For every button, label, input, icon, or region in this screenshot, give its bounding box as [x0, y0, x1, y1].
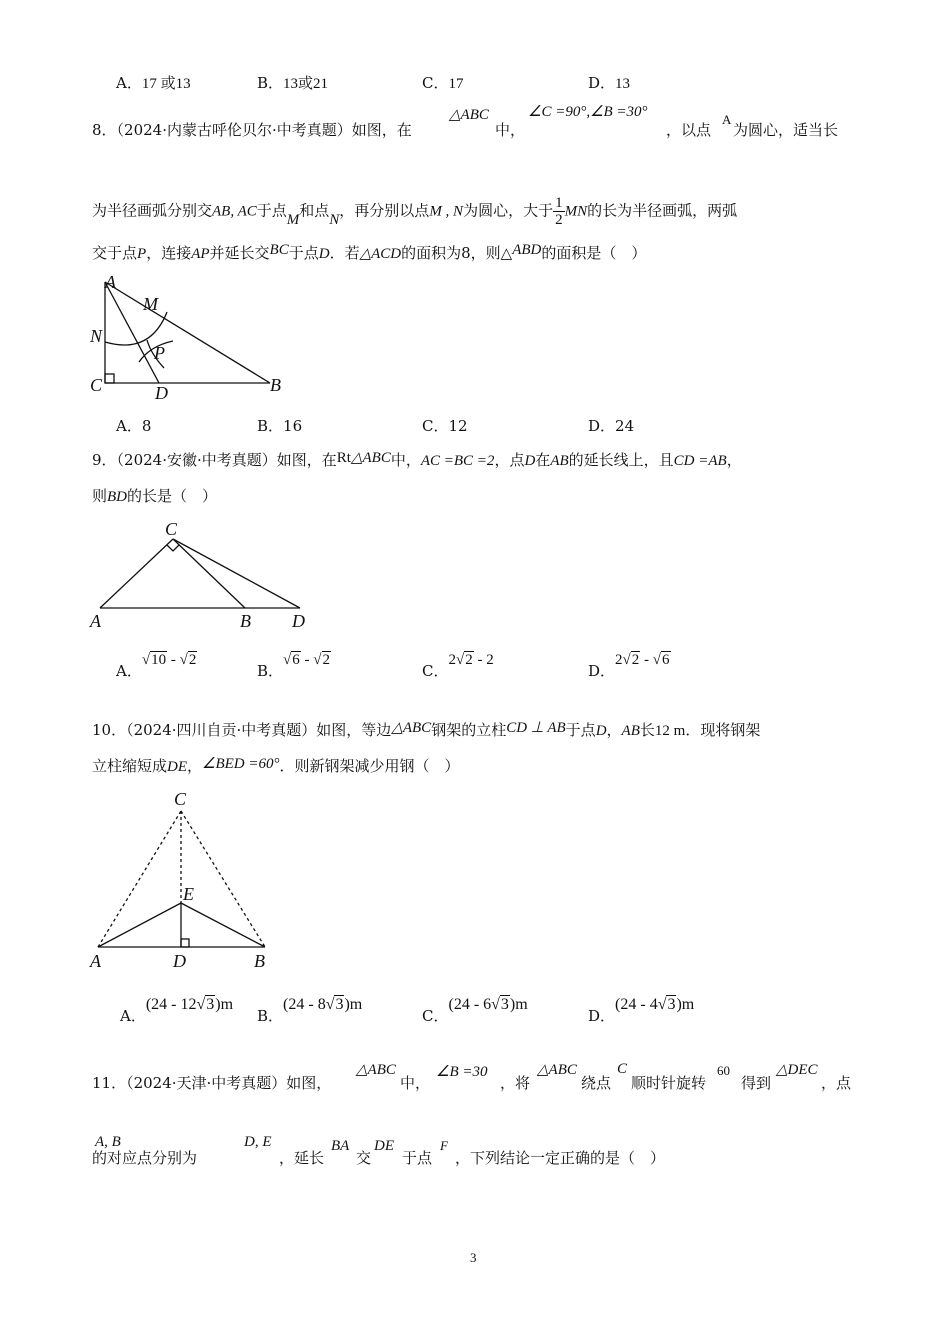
q8-figure [85, 270, 295, 405]
q9-label-b: B [240, 611, 251, 631]
q8-tri: △ABC [449, 107, 489, 123]
q11-t4: 顺时针旋转 [631, 1074, 707, 1092]
q11-line-1a: 11．（2024·天津·中考真题）如图， [92, 1074, 332, 1092]
q10-figure [85, 785, 285, 975]
q11-deg: 60 [717, 1063, 730, 1078]
q9-figure [85, 515, 325, 635]
q10-option-b: B．(24 - 8√3)m [257, 996, 363, 1025]
q11-l2d: 于点 [402, 1149, 433, 1167]
q8-label-c: C [90, 375, 103, 395]
q11-l2e: ，下列结论一定正确的是（ ） [455, 1149, 666, 1167]
q9-right-angle [167, 545, 179, 551]
q11-t1: 中， [400, 1074, 431, 1092]
q10-option-a: A．(24 - 12√3)m [120, 996, 234, 1025]
q10-label-e: E [183, 884, 194, 904]
q8-line-1: 8．（2024·内蒙古呼伦贝尔·中考真题）如图，在 [92, 121, 412, 139]
q8-option-d: D．24 [588, 417, 635, 435]
q9-seg-cb [173, 539, 245, 608]
q9-label-c: C [165, 519, 178, 539]
q7-option-a: A．17 或13 [116, 74, 191, 92]
q11-l2a: 的对应点分别为 [92, 1149, 198, 1167]
q8-label-b: B [270, 375, 281, 395]
q10-seg-eb [181, 903, 265, 947]
q9-option-d: D．2√2 - √6 [588, 652, 670, 680]
q11-tri: △ABC [356, 1062, 396, 1078]
q8-point-a: A [722, 112, 732, 127]
q11-t3: 绕点 [581, 1074, 612, 1092]
q11-c: C [617, 1061, 628, 1077]
q8-line-3: 交于点P，连接AP并延长交BC于点D．若△ACD的面积为8，则△ABD的面积是（ ） [92, 242, 647, 262]
q10-seg-ac [98, 811, 181, 947]
q10-option-d: D．(24 - 4√3)m [588, 996, 695, 1025]
q8-label-n: N [90, 326, 103, 346]
q11-t6: ，点 [821, 1074, 852, 1092]
q8-line-2: 为半径画弧分别交AB, AC于点M和点N，再分别以点M , N为圆心，大于 $\frac{1}{2}$ MN的长为半径画弧，两弧 [92, 195, 738, 228]
q8-t3: 为圆心，适当长 [733, 121, 839, 139]
q10-label-b: B [254, 951, 265, 971]
q8-label-a: A [105, 272, 116, 292]
q10-seg-ae [98, 903, 181, 947]
q8-fraction: $\frac{1}{2}$ [555, 195, 563, 228]
q8-option-c: C．12 [422, 417, 468, 435]
q8-t2: ，以点 [666, 121, 712, 139]
page-number: 3 [470, 1250, 477, 1265]
q8-option-b: B．16 [257, 417, 303, 435]
q11-tri2: △ABC [537, 1062, 577, 1078]
q9-line-2: 则BD的长是（ ） [92, 487, 218, 505]
q11-l2c: 交 [356, 1149, 372, 1167]
q8-option-a: A．8 [116, 417, 152, 435]
q11-angb: ∠B =30 [436, 1064, 488, 1080]
q10-label-d: D [173, 951, 186, 971]
q9-label-d: D [292, 611, 305, 631]
q7-option-b: B．13或21 [257, 74, 329, 92]
q9-option-a: A．√10 - √2 [116, 652, 197, 680]
q8-right-angle [105, 374, 114, 383]
q11-dec: △DEC [776, 1062, 818, 1078]
q11-de2: DE [374, 1138, 394, 1154]
q10-seg-cb [181, 811, 265, 947]
q7-option-c: C．17 [422, 74, 464, 92]
q11-ba: BA [331, 1138, 350, 1154]
q11-l2b: ，延长 [279, 1149, 325, 1167]
q11-de: D, E [244, 1134, 272, 1150]
q9-option-c: C．2√2 - 2 [422, 652, 494, 680]
q8-label-m: M [143, 294, 158, 314]
q10-label-c: C [174, 789, 187, 809]
q11-f: F [440, 1138, 448, 1153]
q9-line-1: 9．（2024·安徽·中考真题）如图，在Rt△ABC中，AC =BC =2，点D在AB的延长线上，且CD =AB， [92, 450, 742, 469]
q11-t2: ，将 [500, 1074, 531, 1092]
q8-angles: ∠C =90°,∠B =30° [528, 104, 648, 120]
q8-label-p: P [154, 343, 165, 363]
q10-label-a: A [90, 951, 101, 971]
q10-right-angle [181, 939, 189, 947]
q7-option-d: D．13 [588, 74, 631, 92]
q8-seg-ab [105, 282, 270, 383]
q11-ab: A, B [95, 1134, 121, 1150]
q9-label-a: A [90, 611, 101, 631]
q9-seg-ac [100, 539, 173, 608]
q8-label-d: D [155, 383, 168, 403]
q9-option-b: B．√6 - √2 [257, 652, 330, 680]
q10-option-c: C．(24 - 6√3)m [422, 996, 528, 1025]
q10-line-2: 立柱缩短成DE，∠BED =60°．则新钢架减少用钢（ ） [92, 756, 460, 775]
q11-t5: 得到 [741, 1074, 772, 1092]
q9-seg-cd [173, 539, 300, 608]
q10-line-1: 10．（2024·四川自贡·中考真题）如图，等边△ABC钢架的立柱CD ⊥ AB于点D，AB长12 m．现将钢架 [92, 720, 761, 739]
q8-t1: 中， [495, 121, 526, 139]
